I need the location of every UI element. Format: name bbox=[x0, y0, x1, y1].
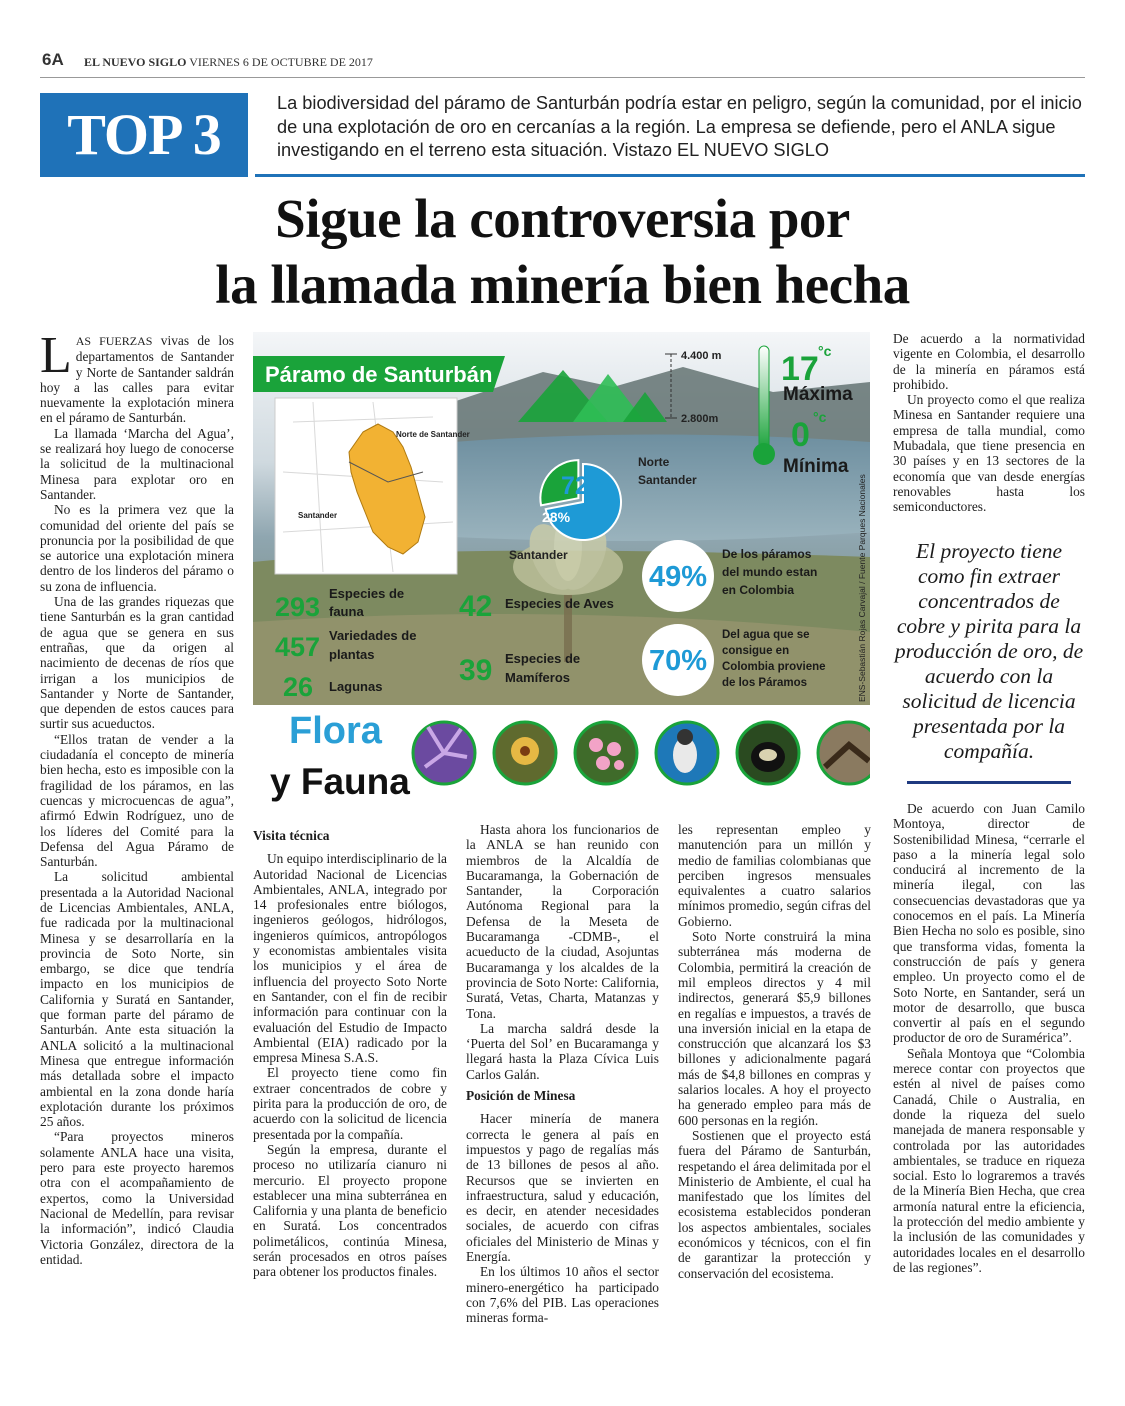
paper-name: EL NUEVO SIGLO bbox=[84, 55, 187, 69]
stat-label: Especies de bbox=[505, 651, 581, 666]
fauna-photo-3 bbox=[818, 722, 870, 784]
paragraph: “Para proyectos mineros solamente ANLA hace una visita, pero para este proyecto haremos otra con el acompañamiento de expertos, como la Universidad Nacional de Medellín, para revisar la información”, indicó Claudia Victoria González, directora de la entidad. bbox=[40, 1129, 234, 1267]
fact-text: Colombia proviene bbox=[722, 661, 826, 673]
stat-value: 293 bbox=[275, 592, 321, 622]
lead-caps: AS FUERZAS bbox=[75, 334, 153, 348]
section-label: TOP 3 bbox=[40, 93, 248, 177]
pull-quote-divider bbox=[907, 781, 1071, 784]
pie-label-santander: Santander bbox=[509, 548, 568, 562]
stat-label: Especies de bbox=[329, 586, 405, 601]
temp-max-value: 17 bbox=[781, 350, 819, 388]
thermometer-icon bbox=[759, 346, 769, 450]
article-column-5-top bbox=[893, 331, 1085, 515]
fact-text: De los páramos bbox=[722, 547, 812, 561]
pie-label-norte-2: Santander bbox=[638, 473, 697, 487]
header-divider bbox=[40, 77, 1085, 78]
stat-label: Lagunas bbox=[329, 679, 383, 694]
paragraph: De acuerdo con Juan Camilo Montoya, director de Sostenibilidad Minesa, “cerrarle el paso a la minería legal solo conducirá al incremento de la minería ilegal, con las consecuencias devastadoras que ya conocemos en el país. La Minería Bien Hecha no solo es posible, sino que transforma vidas, fomenta la construcción de país y genera empleo. Un proyecto como el de Soto Norte, en Santander, será un motor de desarrollo, que busca convertir al país en el segundo productor de oro de Suramérica”. bbox=[893, 801, 1085, 1046]
infographic bbox=[253, 332, 870, 705]
fact-text: del mundo estan bbox=[722, 565, 818, 579]
paragraph: Sostienen que el proyecto está fuera del Páramo de Santurbán, respetando el área delimitada por el Ministerio de Ambiente, el cual ha manifestado que los límites del ecosistema establecidos ponderan los aspectos ambientales, sociales económicos y técnicos, con el fin de garantizar la protección y conservación del ecosistema. bbox=[678, 1127, 871, 1281]
article-column-3 bbox=[466, 822, 659, 1326]
infographic-graphic bbox=[253, 332, 870, 705]
flora-fauna-graphic bbox=[253, 705, 870, 805]
paragraph: Señala Montoya que “Colombia merece contar con proyectos que estén al nivel de países como Canadá, Chile o Australia, en donde la riqueza del suelo manejada de manera responsable y controlada por las autoridades ambientales, se traduce en riqueza social. Esto lo lograremos a través de la Minería Bien Hecha, que crea armonía natural entre la eficiencia, la protección del medio ambiente y la inclusión de las comunidades y autoridades locales en el desarrollo de las regiones”. bbox=[893, 1045, 1085, 1275]
flora-photo-2 bbox=[494, 722, 556, 784]
article-column-1 bbox=[40, 327, 234, 1267]
paragraph: No es la primera vez que la comunidad del oriente del país se pronuncia por la posibilidad de que se autorice una explotación minera dentro de los linderos del páramo o su zona de influencia. bbox=[40, 502, 234, 594]
blossom-icon bbox=[575, 722, 637, 784]
headline-line-2: la llamada minería bien hecha bbox=[215, 254, 910, 315]
temp-max-unit: °c bbox=[818, 343, 832, 359]
masthead bbox=[84, 55, 373, 70]
subheading: Visita técnica bbox=[253, 828, 330, 843]
flora-fauna-band bbox=[253, 705, 870, 805]
fauna-photo-2 bbox=[737, 722, 799, 784]
stat-label: fauna bbox=[329, 604, 364, 619]
pie-norte-percent: 72% bbox=[561, 472, 612, 500]
pull-quote: El proyecto tiene como fin extraer concentrados de cobre y pirita para la producción de oro, de acuerdo con la solicitud de licencia presentada por la compañía. bbox=[894, 539, 1084, 763]
flora-title: Flora bbox=[289, 710, 382, 752]
temp-max-label: Máxima bbox=[783, 384, 853, 405]
headline bbox=[40, 186, 1085, 318]
paragraph: Hacer minería de manera correcta le genera al país en impuestos y pago de regalías más de 13 billones de pesos al año. Recursos que se invierten en infraestructura, salud y educación, es decir, en atender necesidades sociales, de acuerdo con cifras oficiales del Ministerio de Minas y Energía. bbox=[466, 1111, 659, 1265]
paragraph: Una de las grandes riquezas que tiene Santurbán es la gran cantidad de agua que se genera en sus entrañas, que da origen al nacimiento de decenas de ríos que irrigan a los municipios de Santander y Norte de Santander, que dependen de estos cauces para surtir sus acueductos. bbox=[40, 594, 234, 732]
paragraph: Un proyecto como el que realiza Minesa en Santander requiere una empresa de talla mundial, como Mubadala, que tiene presencia en 30 países y en 13 sectores de la economía que van desde energías renovables hasta los semiconductores. bbox=[893, 392, 1085, 515]
map-label-norte: Norte de Santander bbox=[396, 430, 470, 439]
temp-min-value: 0 bbox=[791, 416, 810, 454]
pie-santander-percent: 28% bbox=[542, 509, 571, 525]
paragraph: El proyecto tiene como fin extraer concentrados de cobre y pirita para la producción de oro, de acuerdo con la solicitud de licencia presentada por la compañía. bbox=[253, 1065, 447, 1142]
thermometer-bulb bbox=[753, 443, 775, 465]
lead-paragraph bbox=[40, 327, 234, 426]
paragraph: “Ellos tratan de vender a la ciudadanía el concepto de minería bien hecha, esto es imposible con la fragilidad de los páramos, en las cuencas y microcuencas de agua”, afirmó Edwin Rodríguez, uno de los líderes del Comité para la Defensa del Agua Páramo de Santurbán. bbox=[40, 731, 234, 870]
paragraph: Hasta ahora los funcionarios de la ANLA se han reunido con miembros de la Alcaldía de Bucaramanga, la Gobernación de Santander, la Corporación Autónoma Regional para la Defensa de la Meseta de Bucaramanga -CDMB-, el acueducto de la ciudad, Asojuntas Bucaramanga y los alcaldes de la provincia de Soto Norte: California, Suratá, Vetas, Charta, Matanzas y Tona. bbox=[466, 822, 660, 1021]
stat-label: Variedades de bbox=[329, 628, 417, 643]
infographic-title: Páramo de Santurbán bbox=[265, 362, 493, 387]
article-column-5-bottom bbox=[893, 801, 1085, 1275]
temp-min-unit: °c bbox=[813, 409, 827, 425]
fact-text: Del agua que se bbox=[722, 629, 810, 641]
paragraph: La llamada ‘Marcha del Agua’, se realizará hoy luego de conocerse la solicitud de la multinacional Minesa para explotar oro en Santander. bbox=[40, 425, 234, 502]
subheading: Posición de Minesa bbox=[466, 1088, 576, 1104]
article-column-4 bbox=[678, 822, 871, 1281]
stat-label: Especies de Aves bbox=[505, 596, 614, 611]
flora-photo-1 bbox=[413, 722, 475, 784]
paragraph: De acuerdo a la normatividad vigente en Colombia, el desarrollo de la minería en páramos está prohibido. bbox=[893, 331, 1085, 392]
altitude-high: 4.400 m bbox=[681, 350, 722, 362]
pie-label-norte-1: Norte bbox=[638, 455, 670, 469]
paragraph: Soto Norte construirá la mina subterránea más moderna de Colombia, permitirá la creación de mil empleos directos y 4 mil indirectos, generará $5,9 billones en regalías e impuestos, a través de una inversión inicial en la etapa de construcción que alcanzará los $3 billones y adicionalmente pagará más de $4,8 billones en compras y salarios locales. A hoy el proyecto ha generado empleo para más de 600 personas en la región. bbox=[678, 929, 871, 1128]
fauna-photo-1 bbox=[656, 722, 718, 784]
fact-text: consigue en bbox=[722, 645, 790, 657]
paragraph: Un equipo interdisciplinario de la Autoridad Nacional de Licencias Ambientales, ANLA, integrado por 14 profesionales entre biólogos, ingenieros geólogos, hidrólogos, ingenieros químicos, antropólogos y economistas ambientales visita los municipios y el área de influencia del proyecto Soto Norte en Santander, con el fin de recibir información para continuar con la evaluación del Estudio de Impacto Ambiental (EIA) radicado por la empresa Minesa S.A.S. bbox=[253, 851, 447, 1066]
temp-min-label: Mínima bbox=[783, 456, 849, 477]
stat-label: Mamíferos bbox=[505, 670, 571, 685]
headline-line-1: Sigue la controversia por bbox=[275, 188, 850, 249]
stat-value: 26 bbox=[283, 672, 314, 702]
fact-text: de los Páramos bbox=[722, 677, 808, 689]
photo-credit: ENS-Sebastián Rojas Carvajal / Fuente Parques Nacionales bbox=[857, 474, 867, 702]
altitude-low: 2.800m bbox=[681, 413, 719, 425]
stat-value: 39 bbox=[459, 654, 493, 687]
issue-date: VIERNES 6 DE OCTUBRE DE 2017 bbox=[189, 55, 373, 69]
paragraph: La marcha saldrá desde la ‘Puerta del Sol’ en Bucaramanga y llegará hasta la Plaza Cívica Luis Carlos Galán. bbox=[466, 1020, 659, 1082]
fact-value: 70% bbox=[648, 645, 708, 677]
paragraph: les representan empleo y manutención para un millón y medio de familias colombianas que perciben ingresos mensuales equivalentes a cuatro salarios mínimos promedio, según cifras del Gobierno. bbox=[678, 822, 871, 929]
drop-cap: L bbox=[40, 327, 72, 384]
article-column-2 bbox=[253, 822, 447, 1280]
stat-value: 42 bbox=[459, 590, 493, 623]
stat-label: plantas bbox=[329, 647, 375, 662]
page-number: 6A bbox=[42, 50, 64, 69]
fact-value: 49% bbox=[648, 561, 708, 593]
kicker-divider bbox=[255, 174, 1085, 177]
paragraph: vivas de los departamentos de Santander y Norte de Santander saldrán hoy a las calles para evitar nuevamente la explotación minera en el páramo de Santurbán. bbox=[40, 333, 234, 426]
flora-photo-3 bbox=[575, 722, 637, 784]
paragraph: La solicitud ambiental presentada a la Autoridad Nacional de Licencias Ambientales, ANLA, fue radicada por la multinacional Minesa y se desarrollaría en la provincia de Soto Norte, sin embargo, se dice que tendría impacto en los municipios de California y Suratá en Santander, que forman parte del páramo de Santurbán. Ante esta situación la ANLA solicitó a la multinacional Minesa que entregue información más detallada sobre el impacto ambiental en la zona donde haría explotación durante los próximos 25 años. bbox=[40, 869, 234, 1130]
fauna-title: y Fauna bbox=[270, 761, 410, 802]
fact-text: en Colombia bbox=[722, 583, 795, 597]
paragraph: En los últimos 10 años el sector minero-energético ha participado con 7,6% del PIB. Las operaciones mineras forma- bbox=[466, 1264, 659, 1326]
stat-value: 457 bbox=[275, 632, 321, 662]
kicker-text: La biodiversidad del páramo de Santurbán podría estar en peligro, según la comunidad, por el inicio de una explotación de oro en cercanías a la región. La empresa se defiende, pero el ANLA sigue investigando en el terreno esta situación. Vistazo EL NUEVO SIGLO bbox=[277, 93, 1082, 160]
map-label-santander: Santander bbox=[298, 511, 338, 520]
paragraph: Según la empresa, durante el proceso no utilizaría cianuro ni mercurio. El proyecto propone establecer una mina subterránea en California y una planta de beneficio en Suratá. Los concentrados polimetálicos, continúa Minesa, serán procesados en otros países para obtener los productos finales. bbox=[253, 1141, 447, 1280]
